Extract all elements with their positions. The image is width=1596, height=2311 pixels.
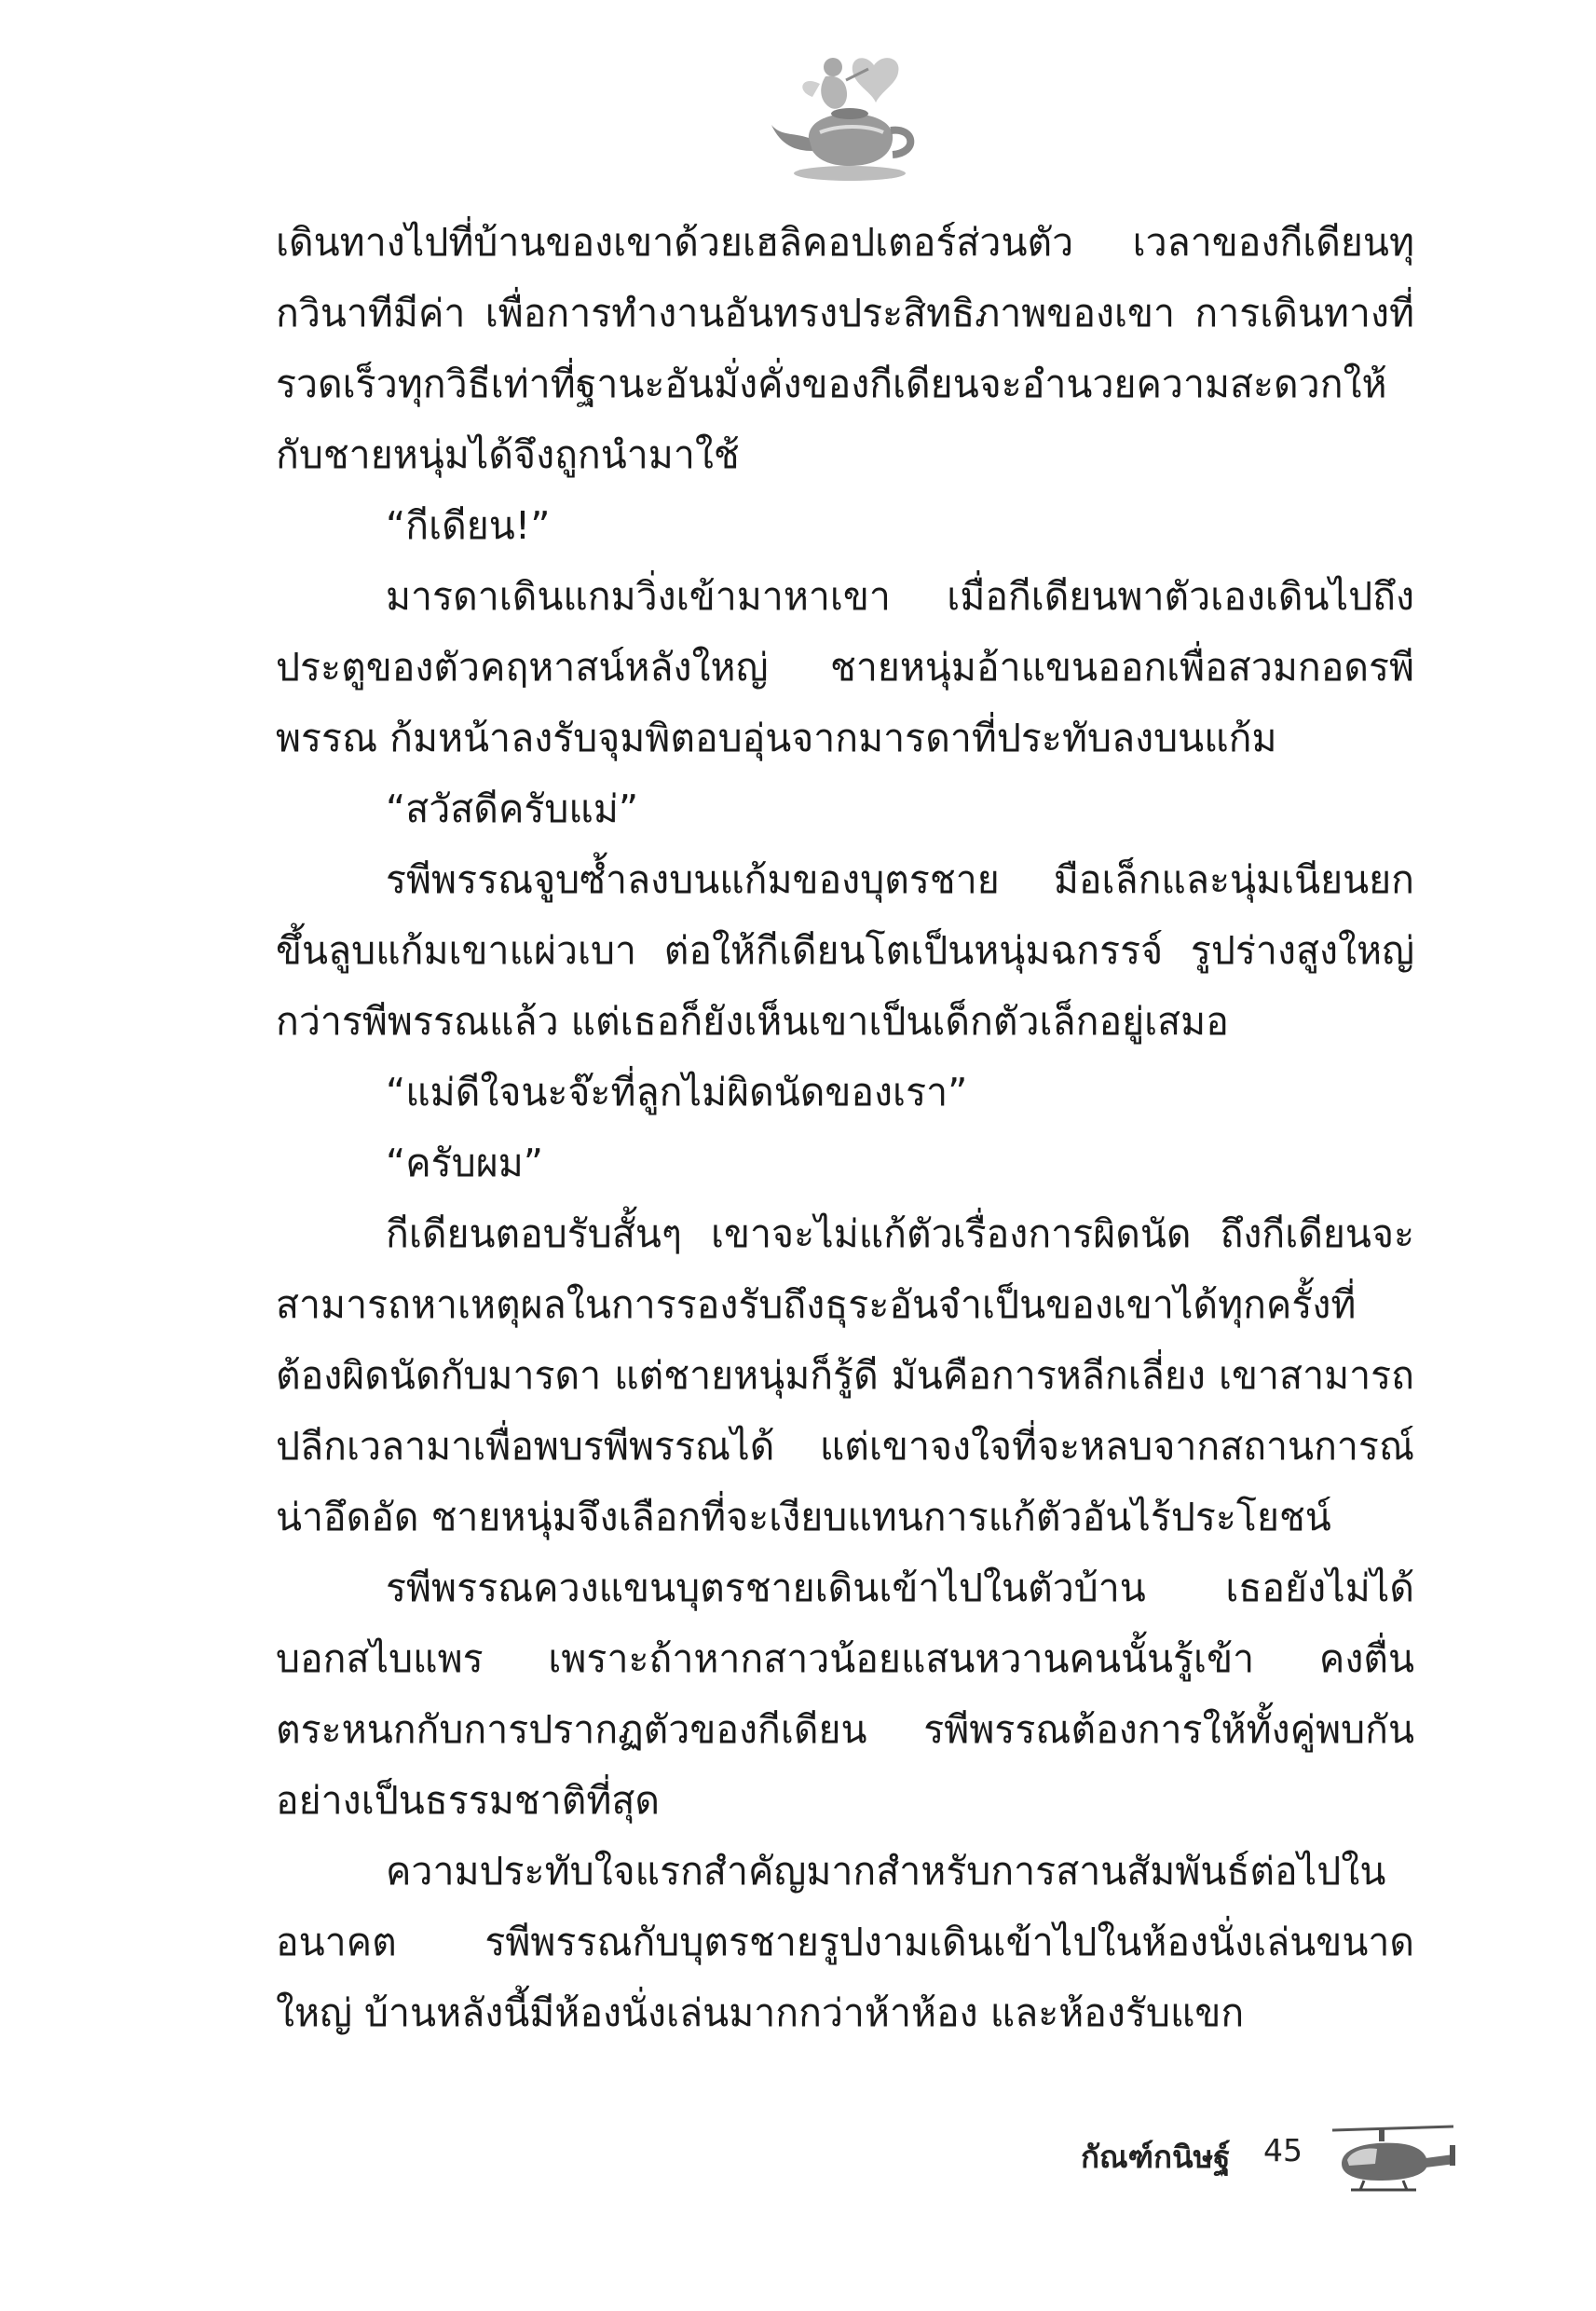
paragraph: รพีพรรณควงแขนบุตรชายเดินเข้าไปในตัวบ้าน เธอยังไม่ได้บอกสไบแพร เพราะถ้าหากสาวน้อยแสนหวานคนนั้นรู้เข้า คงตื่นตระหนกกับการปรากฏตัวของกีเดียน รพีพรรณต้องการให้ทั้งคู่พบกันอย่างเป็นธรรมชาติที่สุด: [276, 1566, 1414, 1823]
paragraph: ความประทับใจแรกสำคัญมากสำหรับการสานสัมพันธ์ต่อไปในอนาคต รพีพรรณกับบุตรชายรูปงามเดินเข้าไปในห้องนั่งเล่นขนาดใหญ่ บ้านหลังนี้มีห้องนั่งเล่นมากกว่าห้าห้อง และห้องรับแขก: [276, 1849, 1414, 2035]
paragraph: กีเดียนตอบรับสั้นๆ เขาจะไม่แก้ตัวเรื่องการผิดนัด ถึงกีเดียนจะสามารถหาเหตุผลในการรองรับถึงธุระอันจำเป็นของเขาได้ทุกครั้งที่ต้องผิดนัดกับมารดา แต่ชายหนุ่มก็รู้ดี มันคือการหลีกเลี่ยง เขาสามารถปลีกเวลามาเพื่อพบรพีพรรณได้ แต่เขาจงใจที่จะหลบจากสถานการณ์น่าอึดอัด ชายหนุ่มจึงเลือกที่จะเงียบแทนการแก้ตัวอันไร้ประโยชน์: [276, 1211, 1414, 1539]
paragraph: “ครับผม”: [386, 1141, 544, 1185]
paragraph: “แม่ดีใจนะจ๊ะที่ลูกไม่ผิดนัดของเรา”: [386, 1070, 968, 1114]
paragraph: รพีพรรณจูบซ้ำลงบนแก้มของบุตรชาย มือเล็กและนุ่มเนียนยกขึ้นลูบแก้มเขาแผ่วเบา ต่อให้กีเดียนโตเป็นหนุ่มฉกรรจ์ รูปร่างสูงใหญ่กว่ารพีพรรณแล้ว แต่เธอก็ยังเห็นเขาเป็นเด็กตัวเล็กอยู่เสมอ: [276, 857, 1414, 1044]
teapot-cupid-ornament-icon: [764, 47, 932, 196]
helicopter-icon: [1323, 2117, 1463, 2201]
paragraph: “กีเดียน!”: [386, 503, 551, 548]
body-text: [276, 207, 1414, 2048]
book-title: กัณฑ์กนิษฐ์: [1081, 2139, 1231, 2175]
page-footer: [1081, 2117, 1472, 2210]
paragraph: เดินทางไปที่บ้านของเขาด้วยเฮลิคอปเตอร์ส่วนตัว เวลาของกีเดียนทุกวินาทีมีค่า เพื่อการทำงานอันทรงประสิทธิภาพของเขา การเดินทางที่รวดเร็วทุกวิธีเท่าที่ฐานะอันมั่งคั่งของกีเดียนจะอำนวยความสะดวกให้กับชายหนุ่มได้จึงถูกนำมาใช้: [276, 220, 1414, 477]
page-number: 45: [1263, 2132, 1303, 2168]
paragraph: “สวัสดีครับแม่”: [386, 786, 639, 831]
paragraph: มารดาเดินแกมวิ่งเข้ามาหาเขา เมื่อกีเดียนพาตัวเองเดินไปถึงประตูของตัวคฤหาสน์หลังใหญ่ ชายหนุ่มอ้าแขนออกเพื่อสวมกอดรพีพรรณ ก้มหน้าลงรับจุมพิตอบอุ่นจากมารดาที่ประทับลงบนแก้ม: [276, 574, 1414, 760]
